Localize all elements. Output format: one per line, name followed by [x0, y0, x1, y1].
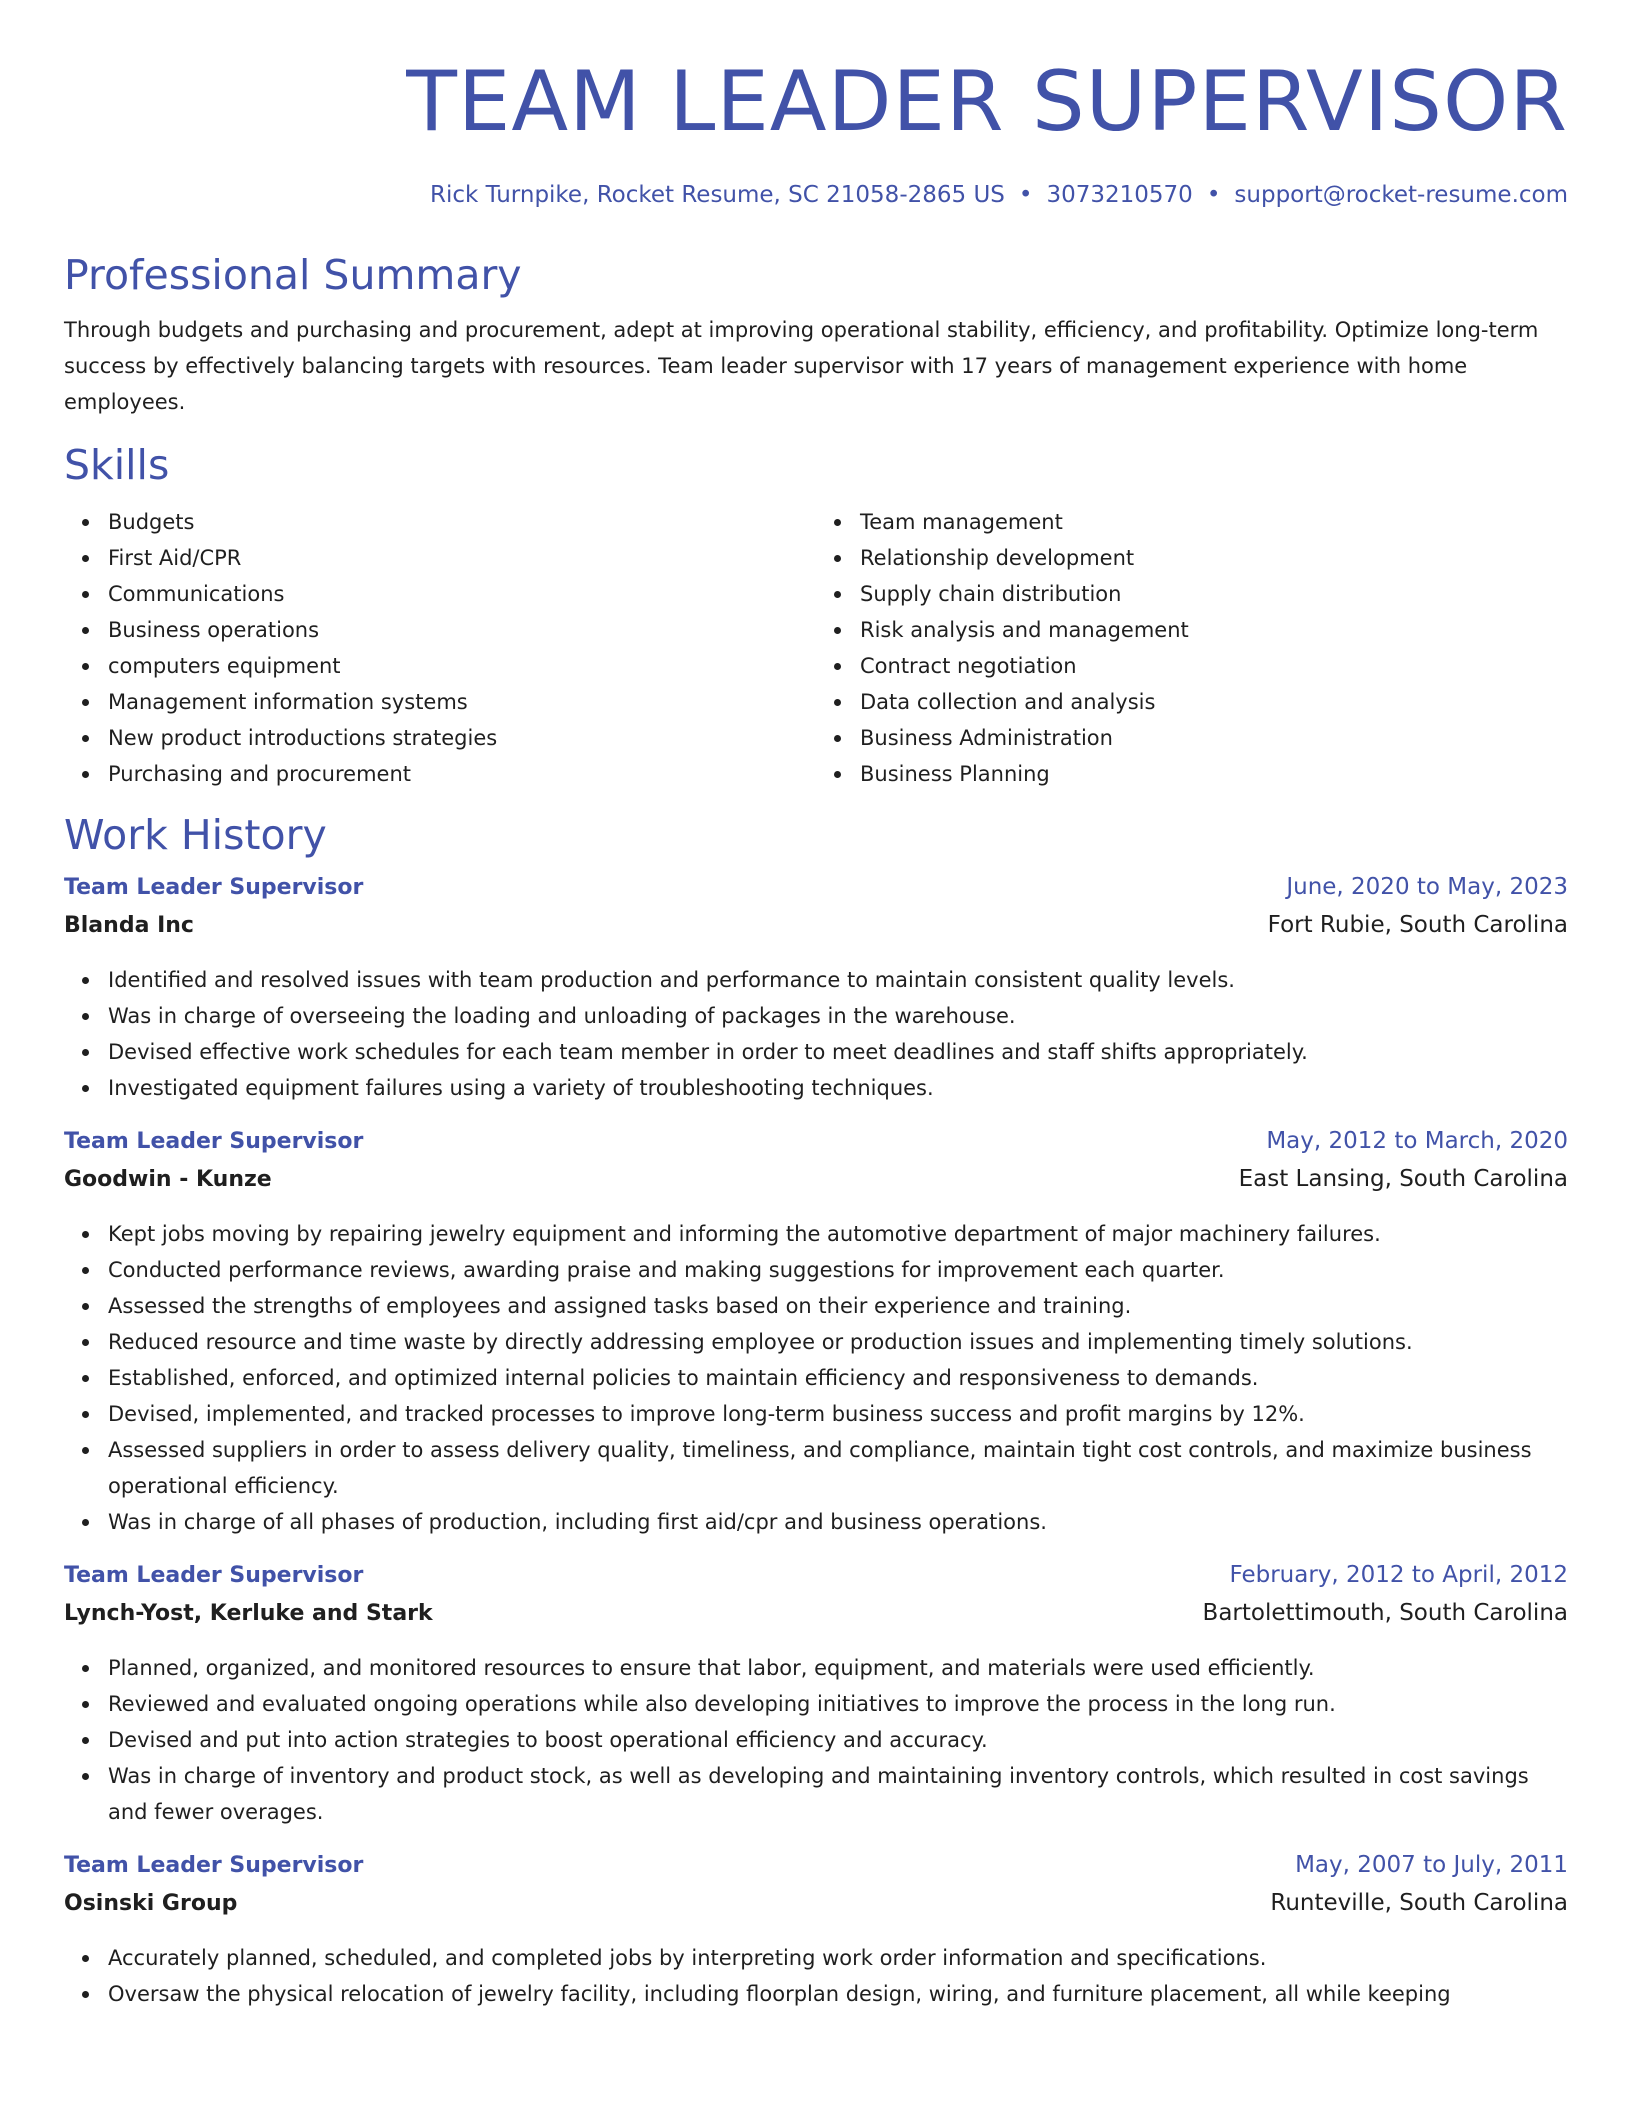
skill-item: First Aid/CPR: [108, 540, 816, 576]
job-bullet: Assessed suppliers in order to assess delivery quality, timeliness, and compliance, maintain tight cost controls, and maximize business operational efficiency.: [108, 1432, 1568, 1504]
skill-item: Budgets: [108, 504, 816, 540]
job-title: Team Leader Supervisor: [64, 875, 364, 900]
job-bullet: Conducted performance reviews, awarding praise and making suggestions for improvement each quarter.: [108, 1252, 1568, 1288]
contact-address: Rick Turnpike, Rocket Resume, SC 21058-2865 US: [430, 182, 1005, 208]
summary-text: Through budgets and purchasing and procurement, adept at improving operational stability, efficiency, and profitability. Optimize long-term success by effectively balancing targets with resources. Team leader supervisor with 17 years of management experience with home employees.: [64, 318, 1539, 414]
job-company: Goodwin - Kunze: [64, 1167, 272, 1192]
skills-column-left: [64, 504, 816, 792]
skills-column-right: [816, 504, 1568, 792]
summary-heading: Professional Summary: [64, 251, 522, 299]
job-bullet: Identified and resolved issues with team production and performance to maintain consistent quality levels.: [108, 962, 1568, 998]
job-entry: [64, 1852, 1568, 2012]
skill-item: New product introductions strategies: [108, 720, 816, 756]
job-dates: May, 2007 to July, 2011: [1295, 1852, 1568, 1878]
contact-phone: 3073210570: [1046, 182, 1193, 208]
contact-line: [64, 180, 1568, 210]
job-title: Team Leader Supervisor: [64, 1853, 364, 1878]
job-title: Team Leader Supervisor: [64, 1129, 364, 1154]
job-bullets: [64, 1940, 1568, 2012]
job-bullets: [64, 962, 1568, 1106]
skills-heading: Skills: [64, 441, 170, 489]
skill-item: Communications: [108, 576, 816, 612]
job-bullet: Kept jobs moving by repairing jewelry equipment and informing the automotive department of major machinery failures.: [108, 1216, 1568, 1252]
skill-item: Risk analysis and management: [860, 612, 1568, 648]
skill-item: Business Planning: [860, 756, 1568, 792]
job-bullet: Was in charge of overseeing the loading and unloading of packages in the warehouse.: [108, 998, 1568, 1034]
skill-item: Management information systems: [108, 684, 816, 720]
job-bullet: Assessed the strengths of employees and assigned tasks based on their experience and training.: [108, 1288, 1568, 1324]
job-title: Team Leader Supervisor: [64, 1563, 364, 1588]
job-company: Blanda Inc: [64, 913, 194, 938]
job-bullet: Was in charge of all phases of production, including first aid/cpr and business operations.: [108, 1504, 1568, 1540]
work-history-heading: Work History: [64, 811, 327, 859]
skill-item: Business operations: [108, 612, 816, 648]
skills-grid: [64, 504, 1568, 792]
job-bullets: [64, 1650, 1568, 1830]
job-bullet: Reviewed and evaluated ongoing operations while also developing initiatives to improve the process in the long run.: [108, 1686, 1568, 1722]
skill-item: Purchasing and procurement: [108, 756, 816, 792]
job-location: East Lansing, South Carolina: [1238, 1166, 1568, 1192]
skill-item: computers equipment: [108, 648, 816, 684]
contact-separator: •: [1206, 182, 1221, 208]
job-company: Lynch-Yost, Kerluke and Stark: [64, 1601, 433, 1626]
contact-email: support@rocket-resume.com: [1234, 182, 1568, 208]
job-dates: June, 2020 to May, 2023: [1286, 874, 1568, 900]
job-bullet: Planned, organized, and monitored resources to ensure that labor, equipment, and materials were used efficiently.: [108, 1650, 1568, 1686]
skill-item: Data collection and analysis: [860, 684, 1568, 720]
job-bullet: Devised and put into action strategies to boost operational efficiency and accuracy.: [108, 1722, 1568, 1758]
job-dates: February, 2012 to April, 2012: [1229, 1562, 1568, 1588]
job-bullet: Devised effective work schedules for each team member in order to meet deadlines and staff shifts appropriately.: [108, 1034, 1568, 1070]
job-bullet: Established, enforced, and optimized internal policies to maintain efficiency and responsiveness to demands.: [108, 1360, 1568, 1396]
job-company: Osinski Group: [64, 1891, 238, 1916]
job-location: Runteville, South Carolina: [1270, 1890, 1568, 1916]
job-bullets: [64, 1216, 1568, 1540]
job-bullet: Was in charge of inventory and product stock, as well as developing and maintaining inventory controls, which resulted in cost savings and fewer overages.: [108, 1758, 1568, 1830]
job-entry: [64, 1128, 1568, 1540]
job-entry: [64, 1562, 1568, 1830]
skill-item: Contract negotiation: [860, 648, 1568, 684]
job-bullet: Devised, implemented, and tracked processes to improve long-term business success and profit margins by 12%.: [108, 1396, 1568, 1432]
contact-separator: •: [1018, 182, 1033, 208]
skill-item: Relationship development: [860, 540, 1568, 576]
job-bullet: Oversaw the physical relocation of jewelry facility, including floorplan design, wiring, and furniture placement, all while keeping: [108, 1976, 1568, 2012]
job-bullet: Investigated equipment failures using a variety of troubleshooting techniques.: [108, 1070, 1568, 1106]
resume-name: TEAM LEADER SUPERVISOR: [406, 53, 1568, 150]
job-location: Bartolettimouth, South Carolina: [1202, 1600, 1568, 1626]
job-bullet: Accurately planned, scheduled, and completed jobs by interpreting work order information and specifications.: [108, 1940, 1568, 1976]
job-location: Fort Rubie, South Carolina: [1267, 912, 1568, 938]
skill-item: Business Administration: [860, 720, 1568, 756]
job-bullet: Reduced resource and time waste by directly addressing employee or production issues and implementing timely solutions.: [108, 1324, 1568, 1360]
skill-item: Supply chain distribution: [860, 576, 1568, 612]
skill-item: Team management: [860, 504, 1568, 540]
job-entry: [64, 874, 1568, 1106]
job-dates: May, 2012 to March, 2020: [1266, 1128, 1568, 1154]
